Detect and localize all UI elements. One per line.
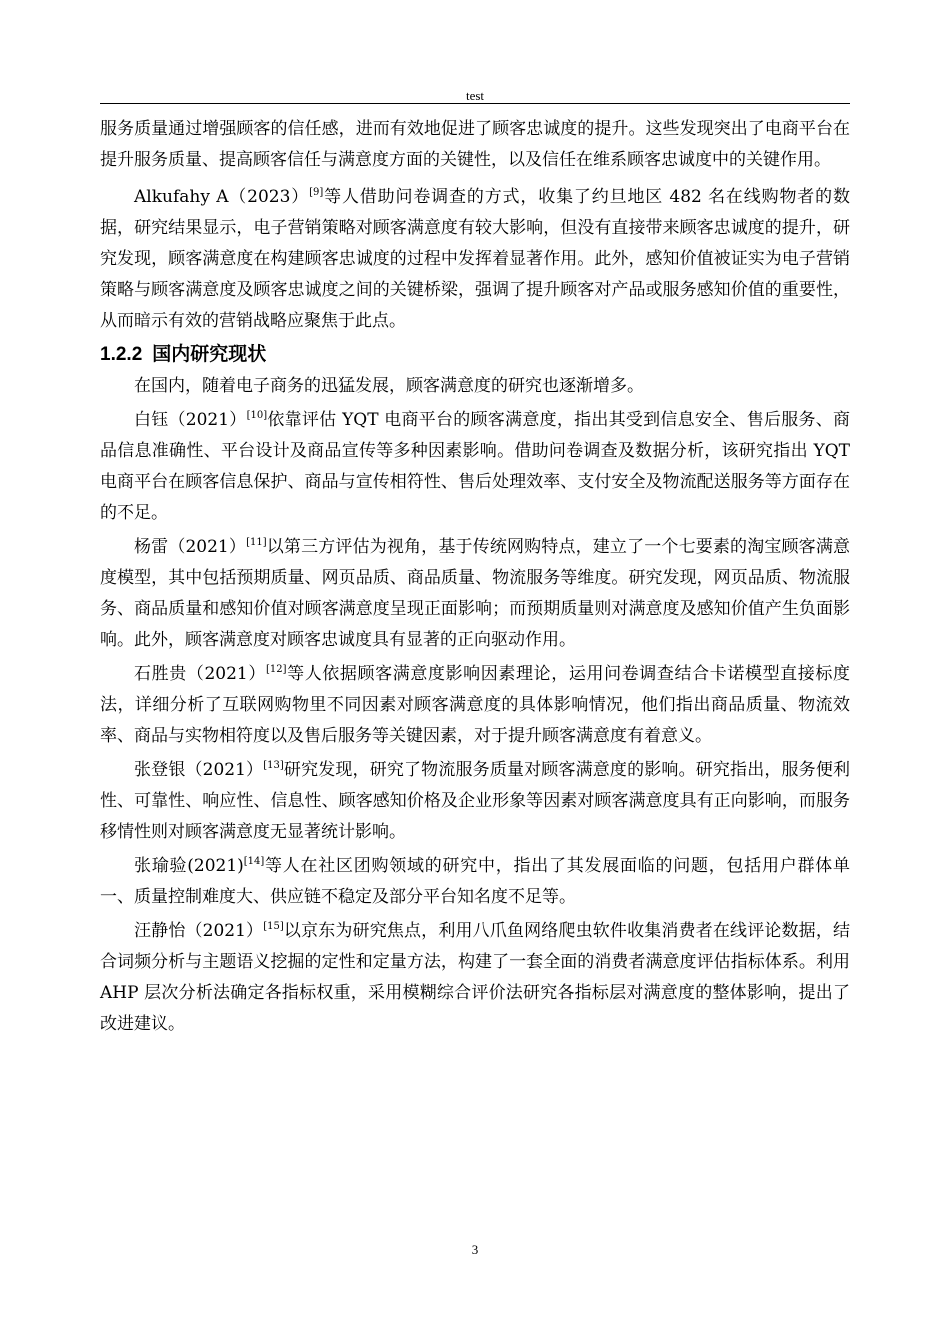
citation-ref: [13] bbox=[263, 760, 284, 771]
paragraph bbox=[100, 851, 850, 913]
paragraph-text: 等人借助问卷调查的方式，收集了约旦地区 482 名在线购物者的数据，研究结果显示，电子营销策略对顾客满意度有较大影响，但没有直接带来顾客忠诚度的提升，研究发现，顾客满意度在构建顾客忠诚度的过程中发挥着显著作用。此外，感知价值被证实为电子营销策略与顾客满意度及顾客忠诚度之间的关键桥梁，强调了提升顾客对产品或服务感知价值的重要性，从而暗示有效的营销战略应聚焦于此点。 bbox=[100, 187, 850, 331]
paragraph-text: 等人依据顾客满意度影响因素理论，运用问卷调查结合卡诺模型直接标度法，详细分析了互联网购物里不同因素对顾客满意度的具体影响情况，他们指出商品质量、物流效率、商品与实物相符度以及售后服务等关键因素，对于提升顾客满意度有着意义。 bbox=[100, 664, 851, 746]
paragraph bbox=[100, 371, 850, 402]
paragraph-text: 服务质量通过增强顾客的信任感，进而有效地促进了顾客忠诚度的提升。这些发现突出了电商平台在提升服务质量、提高顾客信任与满意度方面的关键性，以及信任在维系顾客忠诚度中的关键作用。 bbox=[100, 119, 850, 170]
running-header: test bbox=[465, 88, 485, 103]
citation-lead: 张瑜验(2021) bbox=[134, 856, 244, 876]
page-body bbox=[100, 114, 850, 1040]
citation-lead: 杨雷（2021） bbox=[134, 537, 247, 557]
citation-ref: [15] bbox=[263, 921, 284, 932]
section-title: 国内研究现状 bbox=[152, 344, 267, 365]
paragraph bbox=[100, 182, 850, 337]
citation-lead: 张登银（2021） bbox=[134, 760, 264, 780]
paragraph bbox=[100, 916, 850, 1040]
citation-lead: 汪静怡（2021） bbox=[134, 921, 264, 941]
paragraph bbox=[100, 405, 850, 529]
paragraph-text: 研究发现，研究了物流服务质量对顾客满意度的影响。研究指出，服务便利性、可靠性、响应性、信息性、顾客感知价格及企业形象等因素对顾客满意度具有正向影响，而服务移情性则对顾客满意度无显著统计影响。 bbox=[100, 760, 850, 842]
citation-lead: Alkufahy A（2023） bbox=[134, 187, 310, 207]
paragraph-text: 以京东为研究焦点，利用八爪鱼网络爬虫软件收集消费者在线评论数据，结合词频分析与主题语义挖掘的定性和定量方法，构建了一套全面的消费者满意度评估指标体系。利用 AHP 层次分析法确定各指标权重，采用模糊综合评价法研究各指标层对满意度的整体影响，提出了改进建议。 bbox=[100, 921, 850, 1034]
paragraph-text: 在国内，随着电子商务的迅猛发展，顾客满意度的研究也逐渐增多。 bbox=[134, 376, 644, 396]
paragraph bbox=[100, 114, 850, 176]
paragraph-text: 依靠评估 YQT 电商平台的顾客满意度，指出其受到信息安全、售后服务、商品信息准确性、平台设计及商品宣传等多种因素影响。借助问卷调查及数据分析，该研究指出 YQT 电商平台在顾客信息保护、商品与宣传相符性、售后处理效率、支付安全及物流配送服务等方面存在的不足。 bbox=[100, 410, 851, 523]
page-number: 3 bbox=[471, 1242, 479, 1257]
citation-lead: 石胜贵（2021） bbox=[134, 664, 266, 684]
header-divider bbox=[100, 103, 850, 104]
paragraph bbox=[100, 755, 850, 848]
citation-ref: [10] bbox=[246, 410, 268, 421]
section-heading bbox=[100, 339, 850, 371]
paragraph-text: 以第三方评估为视角，基于传统网购特点，建立了一个七要素的淘宝顾客满意度模型，其中包括预期质量、网页品质、商品质量、物流服务等维度。研究发现，网页品质、物流服务、商品质量和感知价值对顾客满意度呈现正面影响；而预期质量则对满意度及感知价值产生负面影响。此外，顾客满意度对顾客忠诚度具有显著的正向驱动作用。 bbox=[100, 537, 851, 650]
paragraph bbox=[100, 659, 850, 752]
section-number: 1.2.2 bbox=[100, 344, 143, 365]
citation-ref: [12] bbox=[265, 664, 287, 675]
citation-ref: [14] bbox=[243, 856, 265, 867]
citation-ref: [9] bbox=[309, 187, 324, 198]
paragraph bbox=[100, 532, 850, 656]
citation-ref: [11] bbox=[246, 537, 267, 548]
citation-lead: 白钰（2021） bbox=[134, 410, 247, 430]
paragraph-text: 等人在社区团购领域的研究中，指出了其发展面临的问题，包括用户群体单一、质量控制难度大、供应链不稳定及部分平台知名度不足等。 bbox=[100, 856, 851, 907]
